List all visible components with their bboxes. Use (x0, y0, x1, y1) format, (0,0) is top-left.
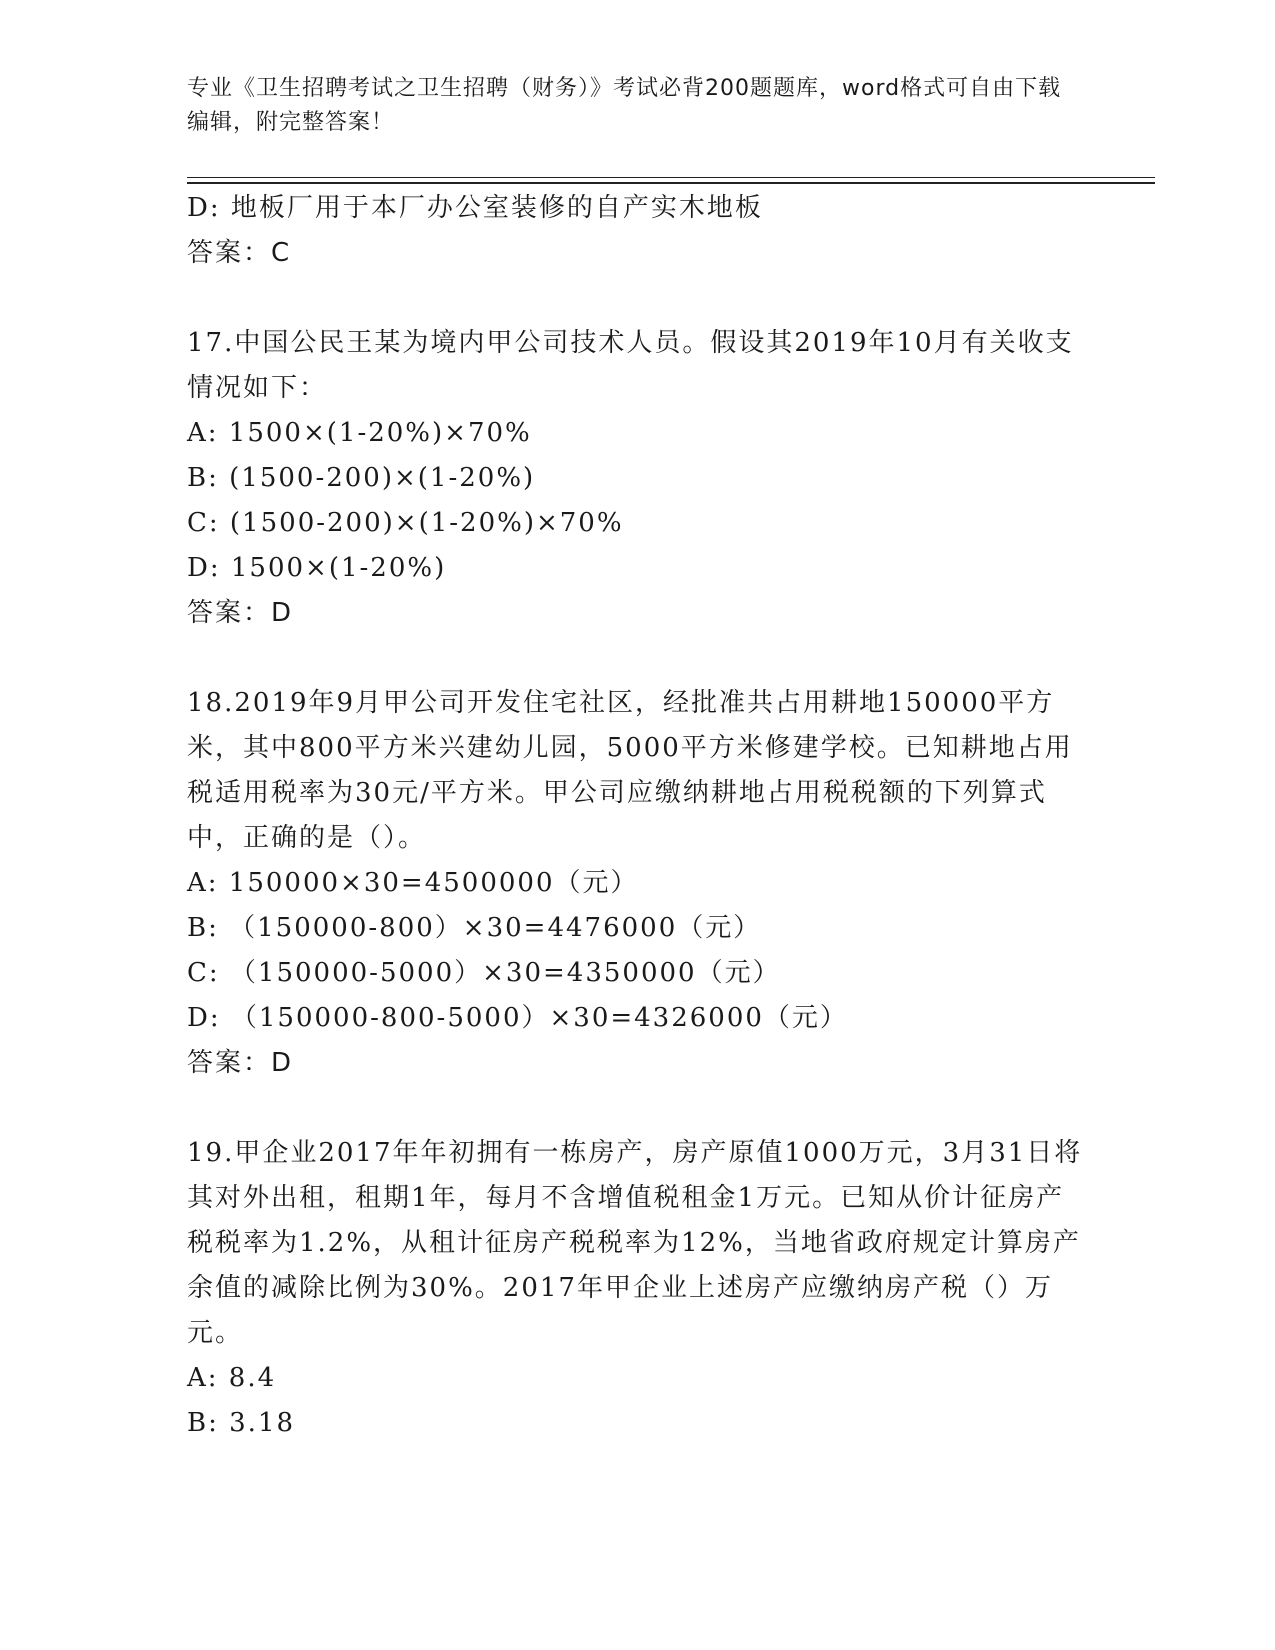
option-b: B: （150000-800）×30=4476000（元） (187, 913, 762, 943)
option-d: D: 1500×(1-20%) (187, 553, 447, 583)
option-a: A: 150000×30=4500000（元） (187, 868, 639, 898)
prev-option-d: D: 地板厂用于本厂办公室装修的自产实木地板 (187, 193, 763, 223)
option-a: A: 1500×(1-20%)×70% (187, 418, 532, 448)
header-divider-thick (187, 182, 1155, 184)
question-content (187, 186, 1087, 1446)
option-b: B: 3.18 (187, 1408, 296, 1438)
answer: 答案：D (187, 1048, 294, 1078)
question-18 (187, 681, 1087, 1086)
spacer (187, 276, 1087, 321)
question-stem: 17.中国公民王某为境内甲公司技术人员。假设其2019年10月有关收支情况如下： (187, 328, 1074, 403)
spacer (187, 636, 1087, 681)
spacer (187, 1086, 1087, 1131)
prev-answer: 答案：C (187, 238, 292, 268)
answer: 答案：D (187, 598, 294, 628)
option-b: B: (1500-200)×(1-20%) (187, 463, 536, 493)
document-header: 专业《卫生招聘考试之卫生招聘（财务）》考试必背200题题库，word格式可自由下载编辑，附完整答案！ (187, 76, 1062, 135)
option-d: D: （150000-800-5000）×30=4326000（元） (187, 1003, 848, 1033)
question-stem: 19.甲企业2017年年初拥有一栋房产，房产原值1000万元，3月31日将其对外出租，租期1年，每月不含增值税租金1万元。已知从价计征房产税税率为1.2%，从租计征房产税税率为12%，当地省政府规定计算房产余值的减除比例为30%。2017年甲企业上述房产应缴纳房产税（）万元。 (187, 1138, 1083, 1348)
question-19 (187, 1131, 1087, 1446)
option-a: A: 8.4 (187, 1363, 277, 1393)
option-c: C: (1500-200)×(1-20%)×70% (187, 508, 624, 538)
question-17 (187, 321, 1087, 636)
question-stem: 18.2019年9月甲公司开发住宅社区，经批准共占用耕地150000平方米，其中800平方米兴建幼儿园，5000平方米修建学校。已知耕地占用税适用税率为30元/平方米。甲公司应缴纳耕地占用税税额的下列算式中，正确的是（）。 (187, 688, 1073, 853)
option-c: C: （150000-5000）×30=4350000（元） (187, 958, 781, 988)
header-divider-thin (187, 177, 1155, 178)
